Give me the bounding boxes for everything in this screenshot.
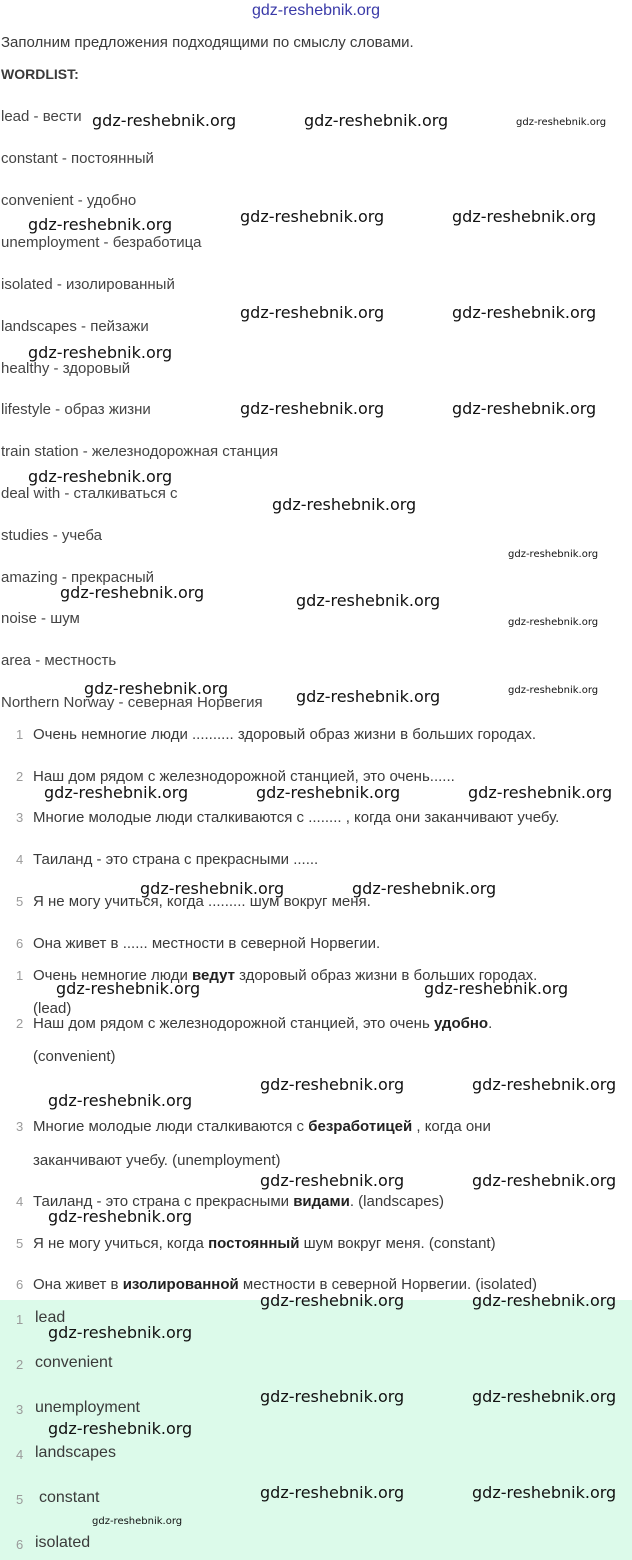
- watermark: gdz-reshebnik.org: [508, 685, 599, 696]
- answer-item: convenient: [35, 1354, 113, 1371]
- answer-item: isolated: [35, 1534, 91, 1551]
- wordlist-item: convenient - удобно: [1, 192, 137, 209]
- task-number: 1: [16, 727, 24, 742]
- watermark: gdz-reshebnik.org: [48, 1323, 193, 1342]
- watermark: gdz-reshebnik.org: [508, 617, 599, 628]
- answer-item: landscapes: [35, 1444, 116, 1461]
- task-number: 6: [16, 936, 24, 951]
- answer-number: 4: [16, 1447, 24, 1462]
- watermark: gdz-reshebnik.org: [260, 1171, 405, 1190]
- task-sentence: Многие молодые люди сталкиваются с ........ , когда они заканчивают учебу.: [33, 809, 560, 826]
- watermark: gdz-reshebnik.org: [92, 1516, 183, 1527]
- solution-number: 2: [16, 1016, 24, 1031]
- watermark: gdz-reshebnik.org: [296, 591, 441, 610]
- watermark: gdz-reshebnik.org: [260, 1291, 405, 1310]
- solution-sentence: Очень немногие люди ведут здоровый образ жизни в больших городах.: [33, 967, 538, 984]
- wordlist-title: WORDLIST:: [1, 66, 79, 82]
- answer-word: ведут: [192, 967, 235, 984]
- watermark: gdz-reshebnik.org: [516, 117, 607, 128]
- task-number: 2: [16, 769, 24, 784]
- solution-sentence: Она живет в изолированной местности в северной Норвегии. (isolated): [33, 1276, 538, 1293]
- solution-sentence: Наш дом рядом с железнодорожной станцией, это очень удобно.: [33, 1015, 493, 1032]
- watermark: gdz-reshebnik.org: [452, 303, 597, 322]
- answer-item: lead: [35, 1309, 66, 1326]
- solution-number: 5: [16, 1236, 24, 1251]
- solution-hint: заканчивают учебу. (unemployment): [33, 1152, 281, 1169]
- answer-word: видами: [293, 1193, 350, 1210]
- wordlist-item: unemployment - безработица: [1, 234, 202, 251]
- answer-item: constant: [39, 1489, 100, 1506]
- watermark: gdz-reshebnik.org: [452, 399, 597, 418]
- watermark: gdz-reshebnik.org: [240, 399, 385, 418]
- solution-number: 1: [16, 968, 24, 983]
- solution-hint: (convenient): [33, 1048, 116, 1065]
- watermark: gdz-reshebnik.org: [60, 583, 205, 602]
- wordlist-item: area - местность: [1, 652, 117, 669]
- answer-number: 6: [16, 1537, 24, 1552]
- answer-number: 1: [16, 1312, 24, 1327]
- solution-number: 4: [16, 1194, 24, 1209]
- solution-sentence: Я не могу учиться, когда постоянный шум вокруг меня. (constant): [33, 1235, 496, 1252]
- watermark: gdz-reshebnik.org: [48, 1207, 193, 1226]
- wordlist-item: isolated - изолированный: [1, 276, 175, 293]
- watermark: gdz-reshebnik.org: [44, 783, 189, 802]
- watermark: gdz-reshebnik.org: [48, 1419, 193, 1438]
- watermark: gdz-reshebnik.org: [472, 1387, 617, 1406]
- watermark: gdz-reshebnik.org: [48, 1091, 193, 1110]
- wordlist-item: lifestyle - образ жизни: [1, 401, 151, 418]
- watermark: gdz-reshebnik.org: [472, 1483, 617, 1502]
- answer-item: unemployment: [35, 1399, 140, 1416]
- watermark: gdz-reshebnik.org: [508, 549, 599, 560]
- wordlist-item: deal with - сталкиваться с: [1, 485, 178, 502]
- watermark: gdz-reshebnik.org: [260, 1483, 405, 1502]
- solution-hint: (lead): [33, 1000, 72, 1017]
- watermark: gdz-reshebnik.org: [84, 679, 229, 698]
- wordlist-item: landscapes - пейзажи: [1, 318, 149, 335]
- wordlist-item: studies - учеба: [1, 527, 102, 544]
- wordlist-item: amazing - прекрасный: [1, 569, 155, 586]
- watermark: gdz-reshebnik.org: [260, 1387, 405, 1406]
- watermark: gdz-reshebnik.org: [256, 783, 401, 802]
- watermark: gdz-reshebnik.org: [240, 303, 385, 322]
- task-number: 3: [16, 810, 24, 825]
- wordlist-item: Northern Norway - северная Норвегия: [1, 694, 263, 711]
- watermark: gdz-reshebnik.org: [272, 495, 417, 514]
- solution-sentence: Многие молодые люди сталкиваются с безработицей , когда они: [33, 1118, 491, 1135]
- task-sentence: Наш дом рядом с железнодорожной станцией, это очень......: [33, 768, 455, 785]
- task-sentence: Она живет в ...... местности в северной Норвегии.: [33, 935, 381, 952]
- wordlist-item: noise - шум: [1, 610, 80, 627]
- watermark: gdz-reshebnik.org: [424, 979, 569, 998]
- task-number: 5: [16, 894, 24, 909]
- solution-number: 6: [16, 1277, 24, 1292]
- watermark: gdz-reshebnik.org: [452, 207, 597, 226]
- task-sentence: Очень немногие люди .......... здоровый образ жизни в больших городах.: [33, 726, 537, 743]
- watermark: gdz-reshebnik.org: [472, 1171, 617, 1190]
- solution-number: 3: [16, 1119, 24, 1134]
- solution-sentence: Таиланд - это страна с прекрасными видами. (landscapes): [33, 1193, 445, 1210]
- watermark: gdz-reshebnik.org: [260, 1075, 405, 1094]
- site-header-link[interactable]: gdz-reshebnik.org: [251, 2, 381, 19]
- watermark: gdz-reshebnik.org: [28, 467, 173, 486]
- watermark: gdz-reshebnik.org: [468, 783, 613, 802]
- answer-number: 5: [16, 1492, 24, 1507]
- watermark: gdz-reshebnik.org: [240, 207, 385, 226]
- wordlist-item: lead - вести: [1, 108, 82, 125]
- watermark: gdz-reshebnik.org: [28, 343, 173, 362]
- task-sentence: Таиланд - это страна с прекрасными ......: [33, 851, 319, 868]
- answer-number: 2: [16, 1357, 24, 1372]
- wordlist-item: constant - постоянный: [1, 150, 154, 167]
- answer-word: постоянный: [208, 1235, 300, 1252]
- answer-word: удобно: [433, 1015, 489, 1032]
- watermark: gdz-reshebnik.org: [304, 111, 449, 130]
- answer-word: изолированной: [122, 1276, 239, 1293]
- watermark: gdz-reshebnik.org: [352, 879, 497, 898]
- watermark: gdz-reshebnik.org: [472, 1291, 617, 1310]
- wordlist-item: train station - железнодорожная станция: [1, 443, 279, 460]
- watermark: gdz-reshebnik.org: [28, 215, 173, 234]
- intro-text: Заполним предложения подходящими по смыслу словами.: [1, 34, 414, 51]
- wordlist-item: healthy - здоровый: [1, 360, 131, 377]
- answer-number: 3: [16, 1402, 24, 1417]
- watermark: gdz-reshebnik.org: [472, 1075, 617, 1094]
- answer-word: безработицей: [308, 1118, 413, 1135]
- watermark: gdz-reshebnik.org: [140, 879, 285, 898]
- watermark: gdz-reshebnik.org: [92, 111, 237, 130]
- task-sentence: Я не могу учиться, когда ......... шум вокруг меня.: [33, 893, 371, 910]
- task-number: 4: [16, 852, 24, 867]
- watermark: gdz-reshebnik.org: [56, 979, 201, 998]
- watermark: gdz-reshebnik.org: [296, 687, 441, 706]
